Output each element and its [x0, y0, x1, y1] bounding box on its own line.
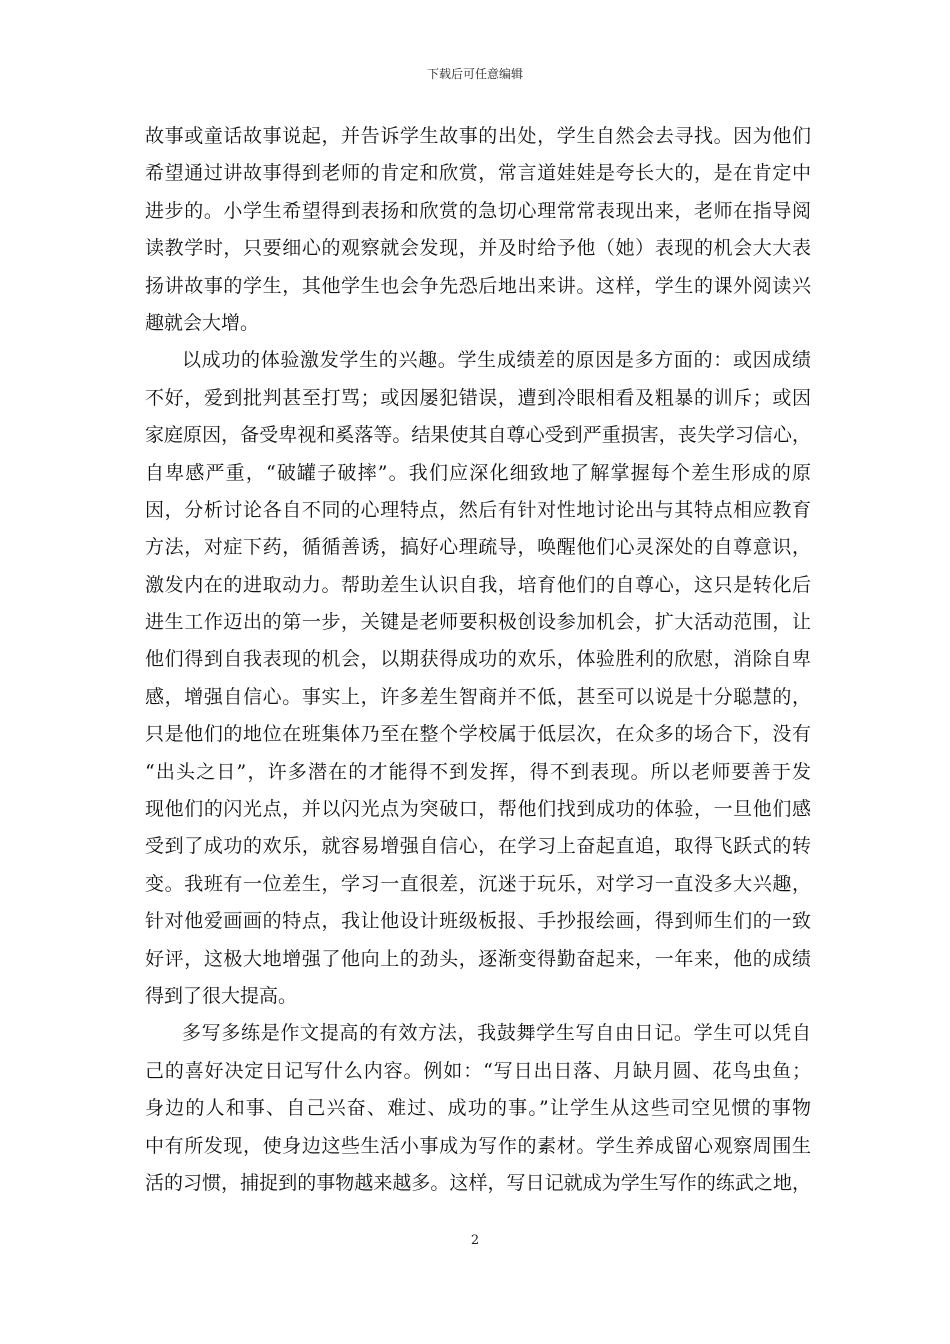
text-line: 多写多练是作文提高的有效方法，我鼓舞学生写自由日记。学生可以凭自: [182, 1022, 811, 1045]
text-line: 中有所发现，使身边这些生活小事成为写作的素材。学生养成留心观察周围生: [145, 1134, 811, 1157]
text-line: 身边的人和事、自己兴奋、难过、成功的事。”让学生从这些司空见惯的事物: [145, 1097, 811, 1120]
text-line: 感，增强自信心。事实上，许多差生智商并不低，甚至可以说是十分聪慧的，: [145, 685, 811, 708]
paragraph-3: [145, 1015, 811, 1202]
text-line: 自卑感严重，“破罐子破摔”。我们应深化细致地了解掌握每个差生形成的原: [145, 461, 811, 484]
text-line: “出头之日”，许多潜在的才能得不到发挥，得不到表现。所以老师要善于发: [145, 760, 811, 783]
text-line: 受到了成功的欢乐，就容易增强自信心，在学习上奋起直追，取得飞跃式的转: [145, 835, 811, 858]
text-line: 变。我班有一位差生，学习一直很差，沉迷于玩乐，对学习一直没多大兴趣，: [145, 872, 811, 895]
text-line: 只是他们的地位在班集体乃至在整个学校属于低层次，在众多的场合下，没有: [145, 723, 811, 746]
text-line: 现他们的闪光点，并以闪光点为突破口，帮他们找到成功的体验，一旦他们感: [145, 798, 811, 821]
text-line: 因，分析讨论各自不同的心理特点，然后有针对性地讨论出与其特点相应教育: [145, 498, 811, 521]
text-line: 扬讲故事的学生，其他学生也会争先恐后地出来讲。这样，学生的课外阅读兴: [145, 274, 811, 297]
text-line: 进生工作迈出的第一步，关键是老师要积极创设参加机会，扩大活动范围，让: [145, 611, 811, 634]
text-line: 不好，爱到批判甚至打骂；或因屡犯错误，遭到冷眼相看及粗暴的训斥；或因: [145, 386, 811, 409]
page-header: 下载后可任意编辑: [426, 67, 523, 81]
text-line: 针对他爱画画的特点，我让他设计班级板报、手抄报绘画，得到师生们的一致: [145, 910, 811, 933]
text-line: 激发内在的进取动力。帮助差生认识自我，培育他们的自尊心，这只是转化后: [145, 573, 811, 596]
text-line: 以成功的体验激发学生的兴趣。学生成绩差的原因是多方面的：或因成绩: [182, 349, 811, 372]
text-line: 得到了很大提高。: [145, 984, 298, 1007]
page-number: 2: [470, 1233, 480, 1248]
document-body: [145, 118, 811, 1202]
text-line: 故事或童话故事说起，并告诉学生故事的出处，学生自然会去寻找。因为他们: [145, 125, 811, 147]
text-line: 希望通过讲故事得到老师的肯定和欣赏，常言道娃娃是夸长大的，是在肯定中: [145, 162, 811, 185]
paragraph-2: [145, 342, 811, 1015]
text-line: 家庭原因，备受卑视和奚落等。结果使其自尊心受到严重损害，丧失学习信心，: [145, 424, 811, 447]
text-line: 方法，对症下药，循循善诱，搞好心理疏导，唤醒他们心灵深处的自尊意识，: [145, 536, 811, 559]
text-line: 活的习惯，捕捉到的事物越来越多。这样，写日记就成为学生写作的练武之地，: [145, 1171, 811, 1194]
text-line: 读教学时，只要细心的观察就会发现，并及时给予他（她）表现的机会大大表: [145, 237, 811, 260]
text-line: 趣就会大增。: [145, 311, 260, 334]
text-line: 好评，这极大地增强了他向上的劲头，逐渐变得勤奋起来，一年来，他的成绩: [145, 947, 811, 970]
text-line: 己的喜好决定日记写什么内容。例如：“写日出日落、月缺月圆、花鸟虫鱼；: [145, 1059, 811, 1082]
text-line: 他们得到自我表现的机会，以期获得成功的欢乐，体验胜利的欣慰，消除自卑: [145, 648, 811, 671]
paragraph-1: [145, 118, 811, 342]
text-line: 进步的。小学生希望得到表扬和欣赏的急切心理常常表现出来，老师在指导阅: [145, 199, 811, 222]
